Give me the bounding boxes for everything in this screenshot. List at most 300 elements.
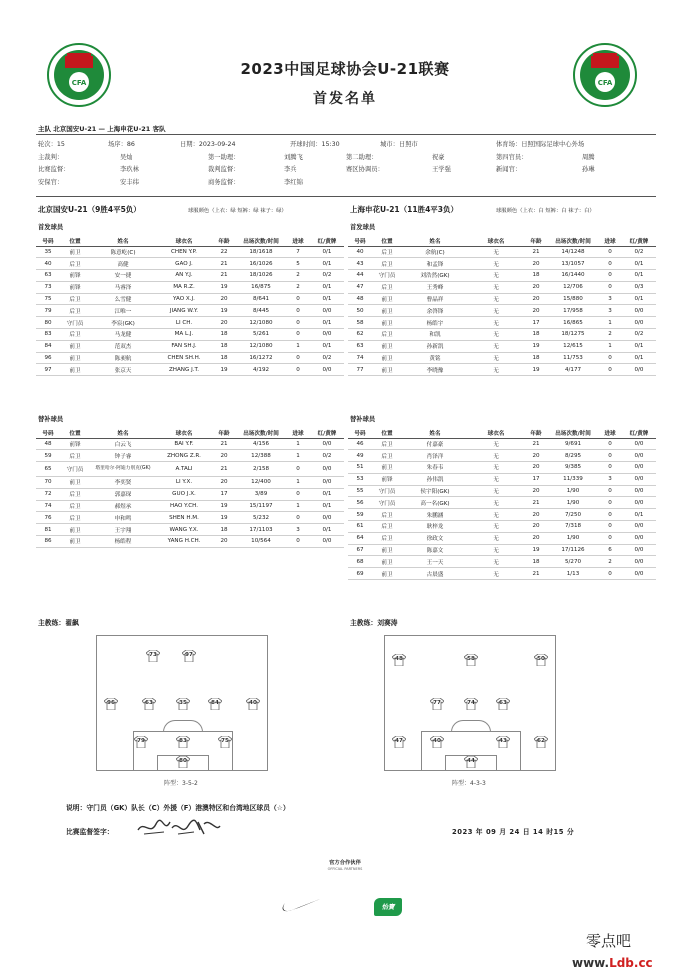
player-cards: 0/0 <box>622 497 656 509</box>
player-no: 59 <box>348 509 372 521</box>
home-formation-value: 3-5-2 <box>182 780 198 787</box>
player-age: 20 <box>524 462 548 474</box>
player-row <box>36 477 344 489</box>
player-apps: 16/1272 <box>236 352 286 364</box>
player-shirt-number: 74 <box>467 700 475 706</box>
player-shirt-icon <box>430 698 444 710</box>
player-name: 付嘉豪 <box>402 438 468 450</box>
player-cards: 0/3 <box>622 281 656 293</box>
player-apps: 18/1275 <box>548 329 598 341</box>
player-cards: 0/1 <box>622 352 656 364</box>
player-row <box>348 568 656 580</box>
player-shirt: MA L.J. <box>156 329 212 341</box>
home-team-name: 北京国安U-21（9胜4平5负） <box>38 205 141 214</box>
assessor-label: 裁判监督： <box>208 166 240 173</box>
player-name: 张京天 <box>90 364 156 376</box>
player-shirt-icon <box>146 650 160 662</box>
player-apps: 12/1080 <box>236 340 286 352</box>
press-label: 新闻官： <box>496 166 522 173</box>
player-cards: 0/1 <box>310 246 344 258</box>
player-name: 郭嘉琛 <box>90 488 156 500</box>
player-pos: 前卫 <box>372 364 402 376</box>
player-cards: 0/1 <box>622 293 656 305</box>
player-shirt: 无 <box>468 270 524 282</box>
header-row <box>348 428 656 438</box>
player-row <box>36 512 344 524</box>
player-shirt: 无 <box>468 473 524 485</box>
player-name: 李宸(GK) <box>90 317 156 329</box>
legend-note: 说明：守门员（GK）队长（C）外援（F）港澳特区和台湾地区球员（☆） <box>66 804 290 812</box>
player-goals: 0 <box>598 485 622 497</box>
player-shirt-number: 80 <box>179 758 187 764</box>
player-name: 王秀峰 <box>402 281 468 293</box>
player-pos: 后卫 <box>60 258 90 270</box>
away-coach-label: 主教练： <box>350 619 378 627</box>
away-starters-table <box>348 236 656 376</box>
player-apps: 13/1057 <box>548 258 598 270</box>
col-apps: 出场次数/时间 <box>548 236 598 246</box>
player-apps: 12/615 <box>548 340 598 352</box>
player-shirt: 无 <box>468 246 524 258</box>
player-shirt: 无 <box>468 340 524 352</box>
player-pos: 守门员 <box>60 462 90 477</box>
match-info <box>38 139 656 189</box>
away-subs-heading: 替补球员 <box>350 416 376 423</box>
player-cards: 0/0 <box>310 438 344 450</box>
player-no: 67 <box>348 544 372 556</box>
player-row <box>36 281 344 293</box>
player-shirt-icon <box>534 654 548 666</box>
player-no: 72 <box>36 488 60 500</box>
home-subs-heading: 替补球员 <box>38 416 64 423</box>
player-goals: 0 <box>286 305 310 317</box>
player-age: 20 <box>524 509 548 521</box>
home-coach-name: 翟飙 <box>65 619 79 627</box>
coordinator-label: 赛区协调员： <box>346 166 384 173</box>
round-value: 15 <box>56 141 65 148</box>
player-shirt: 无 <box>468 485 524 497</box>
player-shirt: 无 <box>468 556 524 568</box>
player-goals: 0 <box>598 281 622 293</box>
player-name: 和孟锋 <box>402 258 468 270</box>
player-row <box>36 352 344 364</box>
player-cards: 0/0 <box>310 364 344 376</box>
player-no: 73 <box>36 281 60 293</box>
home-formation-label: 阵型： <box>164 780 183 787</box>
player-apps: 12/706 <box>548 281 598 293</box>
watermark-url-domain: Ldb.cc <box>609 956 653 970</box>
player-age: 20 <box>524 281 548 293</box>
ar2-value: 祝豪 <box>432 153 445 161</box>
player-shirt-number: 83 <box>179 738 187 744</box>
player-shirt-number: 35 <box>179 700 187 706</box>
player-shirt-icon <box>218 736 232 748</box>
player-no: 79 <box>36 305 60 317</box>
player-no: 48 <box>348 293 372 305</box>
player-row <box>348 544 656 556</box>
col-pos: 位置 <box>372 428 402 438</box>
partners-heading: 官方合作伙伴 <box>329 860 361 866</box>
player-no: 80 <box>36 317 60 329</box>
player-name: 陈嘉文 <box>402 544 468 556</box>
player-age: 17 <box>524 317 548 329</box>
player-name: 白云飞 <box>90 438 156 450</box>
player-goals: 0 <box>598 246 622 258</box>
player-pos: 后卫 <box>60 293 90 305</box>
col-apps: 出场次数/时间 <box>236 428 286 438</box>
player-age: 19 <box>212 512 236 524</box>
player-goals: 0 <box>598 270 622 282</box>
player-shirt-icon <box>392 654 406 666</box>
player-no: 63 <box>348 340 372 352</box>
player-shirt: 无 <box>468 281 524 293</box>
round-label: 轮次： <box>38 141 57 148</box>
player-row <box>348 340 656 352</box>
player-pos: 后卫 <box>372 450 402 462</box>
col-age: 年龄 <box>524 428 548 438</box>
match-no-label: 场序： <box>108 141 127 148</box>
player-age: 20 <box>524 450 548 462</box>
player-goals: 0 <box>286 488 310 500</box>
player-shirt: ZHANG J.T. <box>156 364 212 376</box>
player-shirt: BAI Y.F. <box>156 438 212 450</box>
player-shirt: 无 <box>468 450 524 462</box>
player-goals: 0 <box>286 512 310 524</box>
player-no: 48 <box>36 438 60 450</box>
player-no: 49 <box>348 450 372 462</box>
player-shirt-icon <box>496 698 510 710</box>
player-goals: 1 <box>598 317 622 329</box>
player-pos: 守门员 <box>372 270 402 282</box>
fourth-value: 周腾 <box>582 153 595 161</box>
player-age: 20 <box>212 536 236 548</box>
player-shirt-number: 43 <box>499 738 507 744</box>
player-pos: 后卫 <box>372 329 402 341</box>
player-age: 19 <box>212 364 236 376</box>
player-no: 65 <box>36 462 60 477</box>
player-cards: 0/0 <box>622 556 656 568</box>
player-age: 20 <box>212 477 236 489</box>
player-shirt-icon <box>208 698 222 710</box>
player-age: 20 <box>524 521 548 533</box>
assessor-value: 李兵 <box>284 166 297 173</box>
player-cards: 0/0 <box>622 438 656 450</box>
divider <box>36 134 656 135</box>
col-pos: 位置 <box>60 428 90 438</box>
home-formation <box>164 778 198 787</box>
col-goals: 进球 <box>286 236 310 246</box>
divider <box>36 196 656 197</box>
player-shirt: 无 <box>468 521 524 533</box>
player-age: 18 <box>524 352 548 364</box>
svg-text:CFA: CFA <box>71 79 87 87</box>
player-age: 19 <box>524 340 548 352</box>
player-goals: 0 <box>598 497 622 509</box>
col-no: 号码 <box>36 428 60 438</box>
player-cards: 0/1 <box>310 317 344 329</box>
player-row <box>348 438 656 450</box>
away-formation-pitch <box>384 635 556 771</box>
player-pos: 后卫 <box>60 512 90 524</box>
col-shirt: 球衣名 <box>468 428 524 438</box>
player-pos: 后卫 <box>60 329 90 341</box>
player-no: 40 <box>36 258 60 270</box>
player-apps: 10/564 <box>236 536 286 548</box>
col-pos: 位置 <box>372 236 402 246</box>
player-no: 75 <box>36 293 60 305</box>
player-age: 19 <box>212 500 236 512</box>
player-pos: 前卫 <box>372 352 402 364</box>
player-name: 杨皓程 <box>90 536 156 548</box>
away-team-name: 上海申花U-21（11胜4平3负） <box>350 205 459 214</box>
watermark-title: 零点吧 <box>586 932 632 950</box>
player-shirt-number: 79 <box>137 738 145 744</box>
player-goals: 0 <box>286 364 310 376</box>
player-age: 18 <box>212 352 236 364</box>
player-apps: 8/445 <box>236 305 286 317</box>
player-cards: 0/1 <box>310 488 344 500</box>
player-age: 18 <box>524 329 548 341</box>
player-apps: 1/90 <box>548 485 598 497</box>
player-cards: 0/1 <box>622 270 656 282</box>
player-row <box>348 317 656 329</box>
player-row <box>348 485 656 497</box>
player-row <box>348 462 656 474</box>
player-row <box>348 293 656 305</box>
player-pos: 前锋 <box>60 270 90 282</box>
player-shirt: 无 <box>468 532 524 544</box>
header-row <box>348 236 656 246</box>
player-row <box>348 329 656 341</box>
player-apps: 16/875 <box>236 281 286 293</box>
player-shirt-icon <box>464 654 478 666</box>
player-shirt: WANG Y.X. <box>156 524 212 536</box>
player-goals: 0 <box>286 317 310 329</box>
player-apps: 7/318 <box>548 521 598 533</box>
player-goals: 3 <box>598 305 622 317</box>
player-cards: 0/1 <box>310 524 344 536</box>
home-starters-table <box>36 236 344 376</box>
player-goals: 0 <box>598 568 622 580</box>
player-no: 84 <box>36 340 60 352</box>
col-shirt: 球衣名 <box>468 236 524 246</box>
player-no: 74 <box>348 352 372 364</box>
ar1-value: 刘腾飞 <box>284 153 303 161</box>
player-goals: 0 <box>286 462 310 477</box>
col-shirt: 球衣名 <box>156 236 212 246</box>
player-shirt-icon <box>534 736 548 748</box>
player-name: 肖泽洋 <box>402 450 468 462</box>
player-no: 55 <box>348 485 372 497</box>
player-shirt-number: 63 <box>145 700 153 706</box>
player-shirt-number: 48 <box>395 656 403 662</box>
player-shirt: LI Y.X. <box>156 477 212 489</box>
player-cards: 0/0 <box>622 317 656 329</box>
player-no: 46 <box>348 438 372 450</box>
col-shirt: 球衣名 <box>156 428 212 438</box>
player-goals: 1 <box>286 340 310 352</box>
player-pos: 前卫 <box>372 317 402 329</box>
player-shirt-number: 58 <box>467 656 475 662</box>
player-name: 钟子睿 <box>90 450 156 462</box>
player-age: 21 <box>212 462 236 477</box>
player-pos: 后卫 <box>372 258 402 270</box>
player-goals: 0 <box>598 509 622 521</box>
player-goals: 0 <box>598 521 622 533</box>
player-row <box>36 258 344 270</box>
player-no: 56 <box>348 497 372 509</box>
player-cards: 0/1 <box>310 500 344 512</box>
player-shirt-icon <box>464 756 478 768</box>
player-goals: 0 <box>598 450 622 462</box>
player-shirt: HAO Y.CH. <box>156 500 212 512</box>
player-row <box>36 246 344 258</box>
nike-logo <box>280 897 322 917</box>
player-name: 王宇翔 <box>90 524 156 536</box>
player-goals: 0 <box>286 352 310 364</box>
player-pos: 前卫 <box>372 293 402 305</box>
home-coach-label: 主教练： <box>38 619 66 627</box>
player-row <box>348 450 656 462</box>
player-age: 20 <box>212 317 236 329</box>
player-row <box>348 521 656 533</box>
player-shirt-icon <box>104 698 118 710</box>
player-goals: 1 <box>286 477 310 489</box>
player-pos: 后卫 <box>60 450 90 462</box>
player-shirt: LI CH. <box>156 317 212 329</box>
player-pos: 前锋 <box>60 281 90 293</box>
handwritten-signature <box>134 816 224 842</box>
player-shirt-number: 75 <box>221 738 229 744</box>
player-age: 21 <box>524 497 548 509</box>
referee-label: 主裁判： <box>38 153 64 161</box>
player-cards: 0/1 <box>622 340 656 352</box>
player-cards: 0/0 <box>622 462 656 474</box>
player-goals: 3 <box>286 524 310 536</box>
fourth-label: 第四官员： <box>496 153 528 161</box>
ar1-label: 第一助理： <box>208 153 240 161</box>
player-pos: 前卫 <box>372 568 402 580</box>
away-formation <box>452 778 486 787</box>
player-apps: 16/865 <box>548 317 598 329</box>
away-coach <box>350 617 398 627</box>
player-name: 么雪健 <box>90 293 156 305</box>
player-name: 李晓豫 <box>402 364 468 376</box>
col-apps: 出场次数/时间 <box>548 428 598 438</box>
player-row <box>36 450 344 462</box>
player-apps: 8/295 <box>548 450 598 462</box>
player-row <box>348 246 656 258</box>
player-name: 高健 <box>90 258 156 270</box>
watermark-url <box>572 956 653 970</box>
player-shirt-icon <box>176 698 190 710</box>
player-goals: 1 <box>286 450 310 462</box>
away-coach-name: 刘赛涛 <box>377 619 398 627</box>
player-name: 马龙健 <box>90 329 156 341</box>
commercial-value: 李红锦 <box>284 178 303 186</box>
player-shirt: SHEN H.M. <box>156 512 212 524</box>
player-no: 63 <box>36 270 60 282</box>
player-pos: 前卫 <box>372 544 402 556</box>
player-pos: 前卫 <box>60 477 90 489</box>
player-name: 古晨盛 <box>402 568 468 580</box>
player-row <box>36 536 344 548</box>
player-no: 47 <box>348 281 372 293</box>
player-shirt: A.TALI <box>156 462 212 477</box>
player-shirt-number: 97 <box>185 652 193 658</box>
player-no: 43 <box>348 258 372 270</box>
city-label: 城市： <box>380 141 399 148</box>
player-no: 58 <box>348 317 372 329</box>
player-goals: 0 <box>286 293 310 305</box>
player-shirt-icon <box>142 698 156 710</box>
home-subs-table <box>36 428 344 548</box>
player-pos: 前卫 <box>60 536 90 548</box>
player-age: 20 <box>524 293 548 305</box>
player-cards: 0/1 <box>310 281 344 293</box>
player-no: 40 <box>348 246 372 258</box>
player-no: 97 <box>36 364 60 376</box>
col-cards: 红/黄牌 <box>622 428 656 438</box>
player-name: 曹晶祥 <box>402 293 468 305</box>
player-apps: 4/177 <box>548 364 598 376</box>
player-apps: 17/1126 <box>548 544 598 556</box>
player-name: 黄铭 <box>402 352 468 364</box>
player-no: 44 <box>348 270 372 282</box>
player-apps: 1/90 <box>548 497 598 509</box>
player-name: 余啓锋 <box>402 305 468 317</box>
player-apps: 1/90 <box>548 532 598 544</box>
player-row <box>36 329 344 341</box>
city-value: 日照市 <box>398 141 418 148</box>
player-name: 侯宇阳(GK) <box>402 485 468 497</box>
player-apps: 4/156 <box>236 438 286 450</box>
player-no: 81 <box>36 524 60 536</box>
player-apps: 15/1197 <box>236 500 286 512</box>
player-pos: 前卫 <box>60 524 90 536</box>
player-pos: 后卫 <box>372 281 402 293</box>
player-no: 74 <box>36 500 60 512</box>
col-cards: 红/黄牌 <box>622 236 656 246</box>
player-row <box>348 281 656 293</box>
player-cards: 0/2 <box>310 450 344 462</box>
player-apps: 3/89 <box>236 488 286 500</box>
player-pos: 后卫 <box>372 438 402 450</box>
player-age: 21 <box>212 270 236 282</box>
player-row <box>348 352 656 364</box>
player-goals: 5 <box>286 258 310 270</box>
player-shirt: 无 <box>468 329 524 341</box>
referee-value: 吴灿 <box>120 153 133 161</box>
venue-value: 日照国际足球中心外场 <box>521 141 585 148</box>
player-cards: 0/0 <box>310 305 344 317</box>
date-value: 2023-09-24 <box>198 141 236 148</box>
player-cards: 0/0 <box>622 544 656 556</box>
player-apps: 7/250 <box>548 509 598 521</box>
player-pos: 后卫 <box>372 509 402 521</box>
player-row <box>348 497 656 509</box>
player-pos: 前卫 <box>60 246 90 258</box>
player-age: 19 <box>212 281 236 293</box>
player-shirt-icon <box>182 650 196 662</box>
yibao-logo: 怡寶 <box>374 898 402 916</box>
player-row <box>36 340 344 352</box>
player-shirt: 无 <box>468 568 524 580</box>
player-cards: 0/0 <box>310 512 344 524</box>
player-age: 21 <box>524 438 548 450</box>
player-age: 22 <box>212 246 236 258</box>
player-no: 59 <box>36 450 60 462</box>
